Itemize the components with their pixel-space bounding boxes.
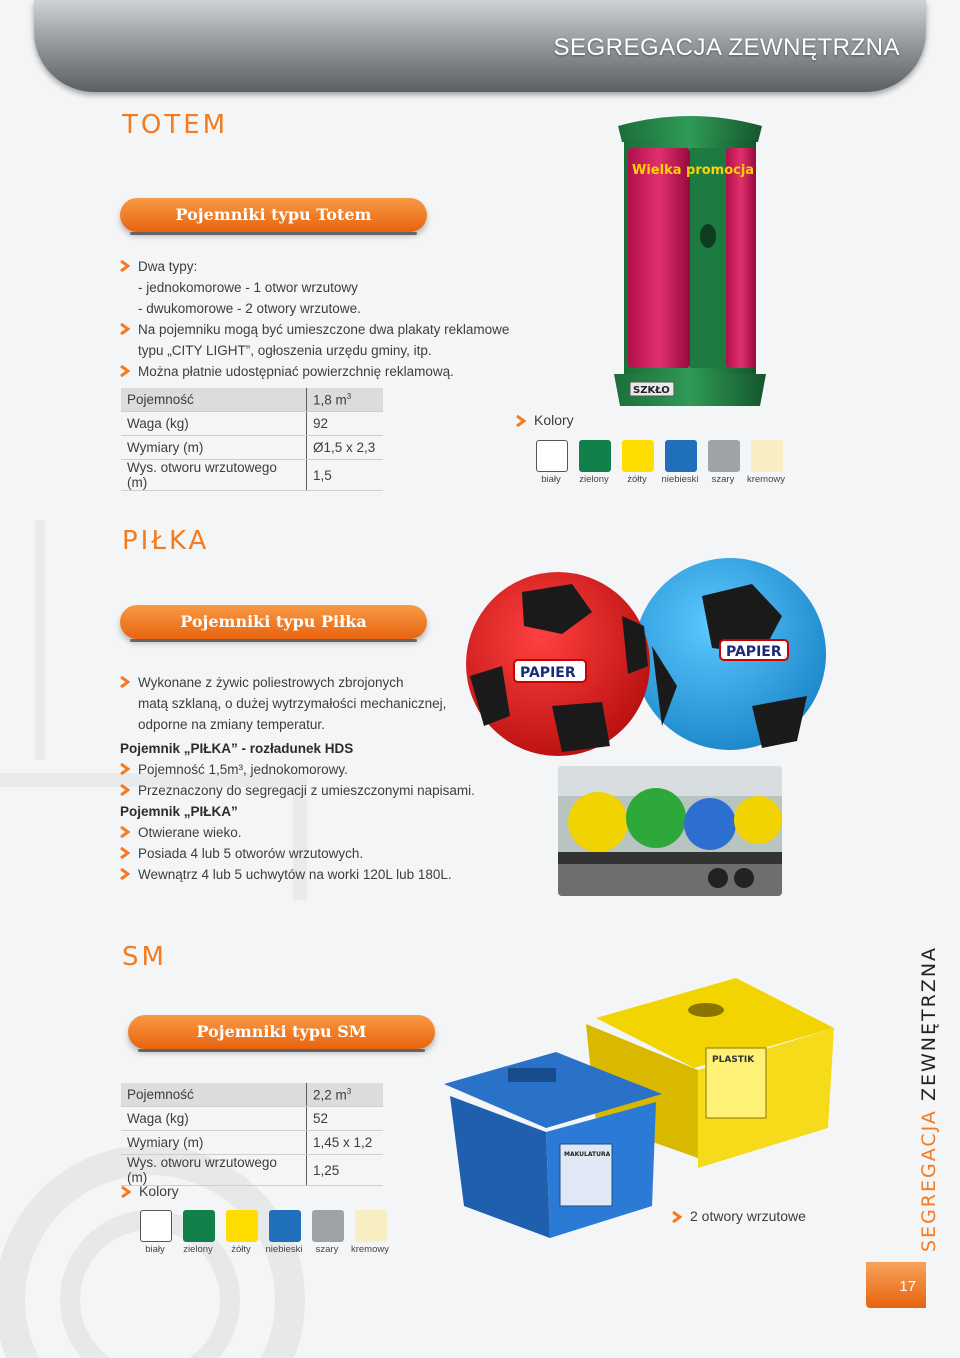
color-swatch xyxy=(269,1210,301,1242)
table-row xyxy=(121,1131,383,1155)
page-number: 17 xyxy=(866,1262,926,1308)
bullet-text: Pojemność 1,5m³, jednokomorowy. xyxy=(138,762,348,777)
spec-label: Wys. otworu wrzutowego (m) xyxy=(121,1155,307,1186)
chevron-right-icon xyxy=(516,415,526,427)
table-row xyxy=(121,1083,383,1107)
chevron-right-icon xyxy=(120,323,130,335)
side-label-part1: SEGREGACJA xyxy=(918,1109,940,1252)
color-swatch xyxy=(312,1210,344,1242)
totem-sticker-text: SZKŁO xyxy=(633,385,670,396)
bullet-text: Wykonane z żywic poliestrowych zbrojonych xyxy=(138,675,404,690)
spec-value: 92 xyxy=(307,412,384,436)
bullet-text: - dwukomorowe - 2 otwory wrzutowe. xyxy=(138,301,361,316)
color-swatch xyxy=(622,440,654,472)
color-swatch xyxy=(708,440,740,472)
spec-label: Pojemność xyxy=(121,1083,307,1107)
chevron-right-icon xyxy=(120,365,130,377)
spec-label: Wymiary (m) xyxy=(121,436,307,460)
color-swatch xyxy=(226,1210,258,1242)
sm-note xyxy=(672,1208,806,1224)
totem-bullet-list xyxy=(120,256,540,382)
pilka-model1-title: Pojemnik „PIŁKA” - rozładunek HDS xyxy=(120,741,354,756)
chevron-right-icon xyxy=(120,826,130,838)
bullet-text: Dwa typy: xyxy=(138,259,198,274)
chevron-right-icon xyxy=(121,1186,131,1198)
colors-label-text: Kolory xyxy=(139,1183,179,1199)
list-item xyxy=(120,864,560,885)
color-swatch-label: szary xyxy=(711,474,735,485)
spec-value: 52 xyxy=(307,1107,384,1131)
color-swatch-label: niebieski xyxy=(265,1244,303,1255)
table-row xyxy=(121,436,383,460)
totem-pill-heading: Pojemniki typu Totem xyxy=(120,198,427,232)
color-swatch-label: żółty xyxy=(231,1244,251,1255)
blue-bin-label: MAKULATURA xyxy=(564,1151,611,1158)
spec-value: 1,45 x 1,2 xyxy=(307,1131,384,1155)
chevron-right-icon xyxy=(120,676,130,688)
spec-label: Waga (kg) xyxy=(121,1107,307,1131)
bullet-text: typu „CITY LIGHT”, ogłoszenia urzędu gminy, itp. xyxy=(138,343,432,358)
spec-value: 1,8 $m^3$ xyxy=(307,388,384,412)
spec-label: Wys. otworu wrzutowego (m) xyxy=(121,460,307,491)
color-swatch xyxy=(140,1210,172,1242)
yellow-bin-label: PLASTIK xyxy=(712,1055,755,1065)
totem-spec-table xyxy=(121,388,383,491)
totem-container-image xyxy=(610,112,770,410)
bullet-text: odporne na zmiany temperatur. xyxy=(138,717,325,732)
chevron-right-icon xyxy=(120,784,130,796)
color-swatch-label: kremowy xyxy=(746,474,785,485)
color-swatch-label: kremowy xyxy=(350,1244,389,1255)
bullet-text: matą szklaną, o dużej wytrzymałości mechanicznej, xyxy=(138,696,447,711)
bullet-text: Na pojemniku mogą być umieszczone dwa plakaty reklamowe xyxy=(138,322,510,337)
color-swatch-label: zielony xyxy=(183,1244,213,1255)
spec-label: Wymiary (m) xyxy=(121,1131,307,1155)
bullet-text: - jednokomorowe - 1 otwor wrzutowy xyxy=(138,280,358,295)
sm-containers-image xyxy=(436,948,840,1248)
list-item xyxy=(120,759,560,780)
bullet-text: Posiada 4 lub 5 otworów wrzutowych. xyxy=(138,846,364,861)
spec-value: Ø1,5 x 2,3 xyxy=(307,436,384,460)
totem-colors-label xyxy=(516,412,574,428)
sm-colors-label xyxy=(121,1183,179,1199)
color-swatch xyxy=(183,1210,215,1242)
spec-value: 1,5 xyxy=(307,460,384,491)
ball-label-red: PAPIER xyxy=(520,665,576,681)
header-title: SEGREGACJA ZEWNĘTRZNA xyxy=(553,34,900,61)
color-swatch xyxy=(665,440,697,472)
sm-pill-heading: Pojemniki typu SM xyxy=(128,1015,435,1049)
section-title-sm: SM xyxy=(122,942,167,972)
bullet-text: Otwierane wieko. xyxy=(138,825,242,840)
pilka-trailer-photo xyxy=(558,766,782,896)
bullet-text: Przeznaczony do segregacji z umieszczonymi napisami. xyxy=(138,783,475,798)
spec-value: 2,2 $m^3$ xyxy=(307,1083,384,1107)
color-swatch-label: szary xyxy=(315,1244,339,1255)
bullet-text: Można płatnie udostępniać powierzchnię reklamową. xyxy=(138,364,454,379)
section-title-pilka: PIŁKA xyxy=(122,526,210,556)
color-swatch-label: biały xyxy=(145,1244,165,1255)
colors-label-text: Kolory xyxy=(534,412,574,428)
side-vertical-label xyxy=(918,946,940,1252)
color-swatch-label: żółty xyxy=(627,474,647,485)
list-item xyxy=(120,822,560,843)
page-header xyxy=(34,0,926,92)
list-item xyxy=(120,361,540,382)
table-row xyxy=(121,388,383,412)
spec-label: Waga (kg) xyxy=(121,412,307,436)
totem-poster-text: Wielka promocja xyxy=(632,163,755,178)
table-row xyxy=(121,1107,383,1131)
color-swatch xyxy=(355,1210,387,1242)
color-swatch xyxy=(751,440,783,472)
chevron-right-icon xyxy=(120,260,130,272)
table-row xyxy=(121,460,383,491)
pilka-model2-title: Pojemnik „PIŁKA” xyxy=(120,804,238,819)
bullet-text: Wewnątrz 4 lub 5 uchwytów na worki 120L lub 180L. xyxy=(138,867,452,882)
color-swatch-label: niebieski xyxy=(661,474,699,485)
section-title-totem: TOTEM xyxy=(122,110,229,140)
sm-note-text: 2 otwory wrzutowe xyxy=(690,1208,806,1224)
side-label-part2: ZEWNĘTRZNA xyxy=(918,945,940,1102)
spec-value: 1,25 xyxy=(307,1155,384,1186)
chevron-right-icon xyxy=(672,1211,682,1223)
pilka-containers-image xyxy=(462,556,838,756)
color-swatch xyxy=(536,440,568,472)
table-row xyxy=(121,1155,383,1186)
spec-label: Pojemność xyxy=(121,388,307,412)
ball-label-blue: PAPIER xyxy=(726,644,782,660)
color-swatch-label: zielony xyxy=(579,474,609,485)
color-swatch xyxy=(579,440,611,472)
sm-spec-table xyxy=(121,1083,383,1186)
chevron-right-icon xyxy=(120,847,130,859)
table-row xyxy=(121,412,383,436)
trailer-photo-illustration xyxy=(558,766,782,896)
list-item xyxy=(120,843,560,864)
list-item xyxy=(120,780,560,801)
pilka-pill-heading: Pojemniki typu Piłka xyxy=(120,605,427,639)
color-swatch-label: biały xyxy=(541,474,561,485)
list-item xyxy=(120,256,540,319)
chevron-right-icon xyxy=(120,868,130,880)
chevron-right-icon xyxy=(120,763,130,775)
list-item xyxy=(120,319,540,361)
